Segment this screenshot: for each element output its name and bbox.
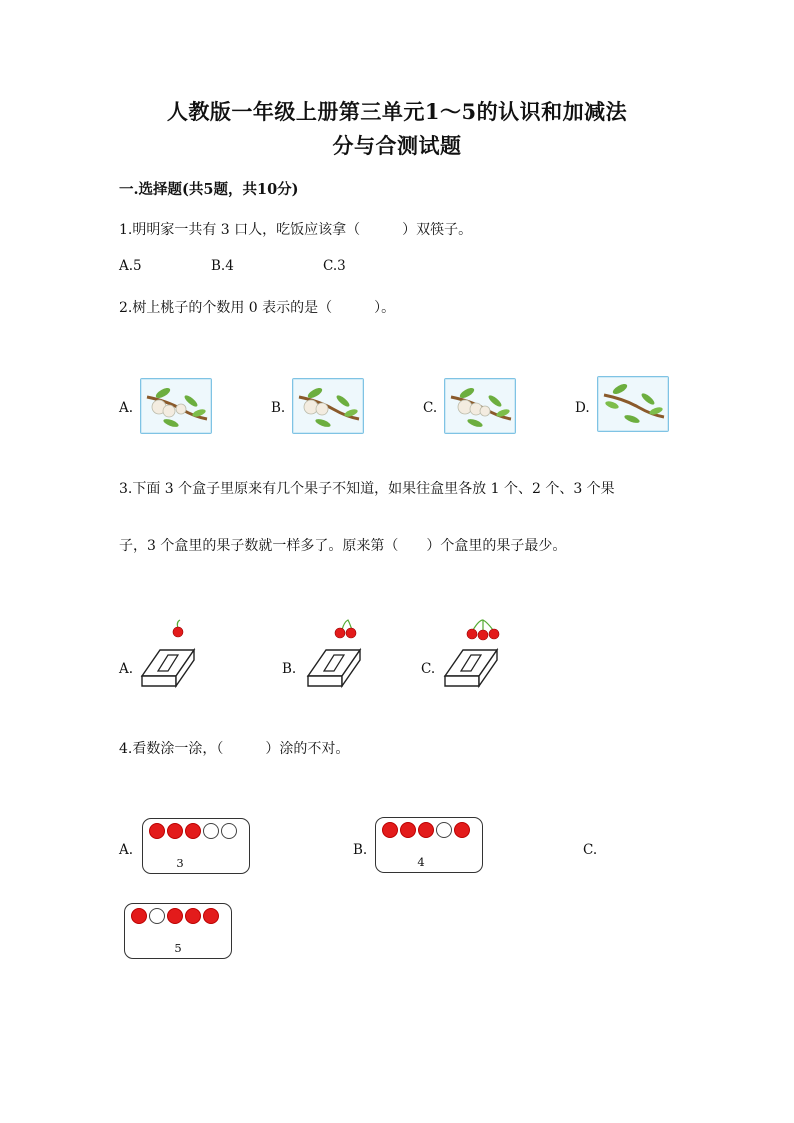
box-number: 4 — [417, 855, 425, 869]
q2-option-d[interactable]: D. — [575, 400, 590, 416]
section-heading: 一.选择题(共5题，共10分) — [119, 181, 299, 198]
box-number: 5 — [174, 941, 182, 955]
q4-option-b[interactable]: B. — [353, 842, 368, 858]
counter-dot — [167, 908, 183, 924]
box-with-two-cherries — [306, 618, 362, 690]
question-1: 1.明明家一共有 3 口人，吃饭应该拿（ ）双筷子。 — [119, 222, 473, 238]
q2-option-c[interactable]: C. — [423, 400, 438, 416]
counter-dot — [149, 908, 165, 924]
q2-option-a[interactable]: A. — [119, 400, 134, 416]
question-4: 4.看数涂一涂，（ ）涂的不对。 — [119, 741, 350, 757]
counter-dot — [454, 822, 470, 838]
question-3-line-1: 3.下面 3 个盒子里原来有几个果子不知道，如果往盒里各放 1 个、2 个、3 个果 — [119, 481, 615, 497]
counter-dot — [203, 823, 219, 839]
page-subtitle: 分与合测试题 — [332, 133, 462, 158]
question-3-line-2: 子，3 个盒里的果子数就一样多了。原来第（ ）个盒里的果子最少。 — [119, 538, 567, 554]
counter-dot — [203, 908, 219, 924]
q2-option-b[interactable]: B. — [271, 400, 286, 416]
q4-option-c[interactable]: C. — [583, 842, 598, 858]
counting-box-c — [124, 903, 232, 959]
counter-dot — [185, 908, 201, 924]
box-with-one-cherry — [140, 618, 196, 690]
counter-dot — [221, 823, 237, 839]
counter-dot — [131, 908, 147, 924]
counter-dot — [149, 823, 165, 839]
box-with-three-cherries — [443, 618, 503, 690]
counting-box-b — [375, 817, 483, 873]
question-2: 2.树上桃子的个数用 0 表示的是（ ）。 — [119, 300, 396, 316]
q3-option-b[interactable]: B. — [282, 661, 297, 677]
peach-branch-image-d — [597, 376, 669, 432]
counter-dot — [167, 823, 183, 839]
peach-branch-image-c — [444, 378, 516, 434]
box-number: 3 — [176, 856, 184, 870]
q1-option-b[interactable]: B.4 — [211, 258, 234, 274]
q1-option-a[interactable]: A.5 — [119, 258, 142, 274]
q3-option-a[interactable]: A. — [119, 661, 134, 677]
q3-option-c[interactable]: C. — [421, 661, 436, 677]
peach-branch-image-b — [292, 378, 364, 434]
peach-branch-image-a — [140, 378, 212, 434]
q1-option-c[interactable]: C.3 — [323, 258, 346, 274]
counter-dot — [418, 822, 434, 838]
page-title: 人教版一年级上册第三单元1～5的认识和加减法 — [166, 99, 628, 124]
counter-dot — [436, 822, 452, 838]
q4-option-a[interactable]: A. — [119, 842, 134, 858]
counting-box-a — [142, 818, 250, 874]
counter-dot — [382, 822, 398, 838]
counter-dot — [400, 822, 416, 838]
counter-dot — [185, 823, 201, 839]
